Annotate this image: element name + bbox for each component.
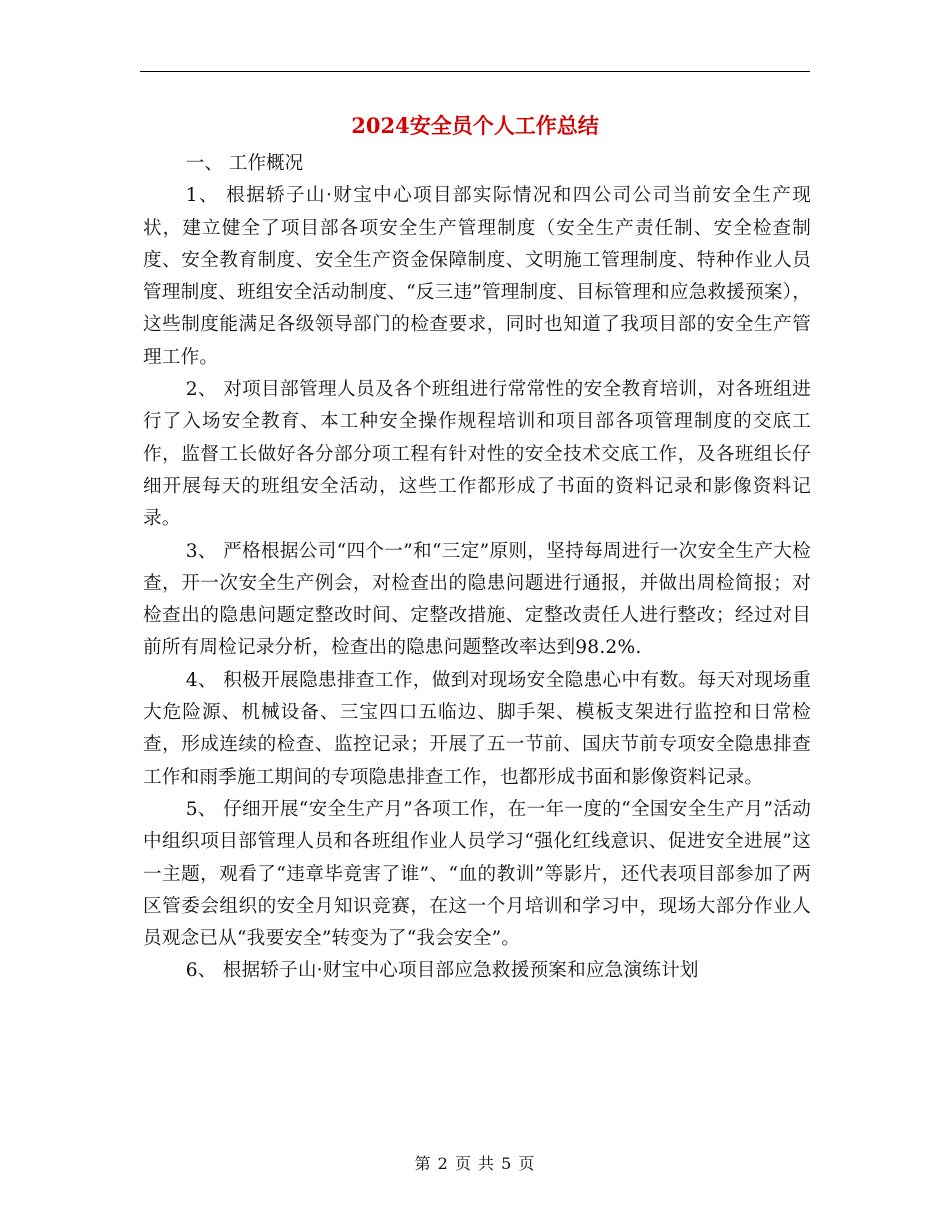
paragraph-6: 6、 根据轿子山·财宝中心项目部应急救援预案和应急演练计划 [185,960,699,982]
page-footer: 第 2 页 共 5 页 [414,1154,536,1173]
paragraph-4: 4、 积极开展隐患排查工作，做到对现场安全隐患心中有数。每天对现场重大危险源、机械设备、三宝四口五临边、脚手架、模板支架进行监控和日常检查，形成连续的检查、监控记录；开展了五一节前、国庆节前专项安全隐患排查工作和雨季施工期间的专项隐患排查工作，也都形成书面和影像资料记录。 [143,669,811,788]
document-body [143,148,811,988]
paragraph-2: 2、 对项目部管理人员及各个班组进行常常性的安全教育培训，对各班组进行了入场安全教育、本工种安全操作规程培训和项目部各项管理制度的交底工作，监督工长做好各分部分项工程有针对性的安全技术交底工作，及各班组长仔细开展每天的班组安全活动，这些工作都形成了书面的资料记录和影像资料记录。 [143,379,811,530]
paragraph-1: 1、 根据轿子山·财宝中心项目部实际情况和四公司公司当前安全生产现状，建立健全了项目部各项安全生产管理制度（安全生产责任制、安全检查制度、安全教育制度、安全生产资金保障制度、文明施工管理制度、特种作业人员管理制度、班组安全活动制度、“反三违”管理制度、目标管理和应急救援预案），这些制度能满足各级领导部门的检查要求，同时也知道了我项目部的安全生产管理工作。 [143,185,811,368]
paragraph-3: 3、 严格根据公司“四个一”和“三定”原则，坚持每周进行一次安全生产大检查，开一次安全生产例会，对检查出的隐患问题进行通报，并做出周检简报；对检查出的隐患问题定整改时间、定整改措施、定整改责任人进行整改；经过对目前所有周检记录分析，检查出的隐患问题整改率达到98.2%. [143,540,811,659]
section-heading: 一、 工作概况 [185,153,304,174]
paragraph-5: 5、 仔细开展“安全生产月”各项工作，在一年一度的“全国安全生产月”活动中组织项目部管理人员和各班组作业人员学习“强化红线意识、促进安全进展”这一主题，观看了“违章毕竟害了谁”、“血的教训”等影片，还代表项目部参加了两区管委会组织的安全月知识竞赛，在这一个月培训和学习中，现场大部分作业人员观念已从“我要安全”转变为了“我会安全”。 [143,798,811,950]
header-rule [140,71,810,72]
document-title: 2024安全员个人工作总结 [351,113,599,138]
